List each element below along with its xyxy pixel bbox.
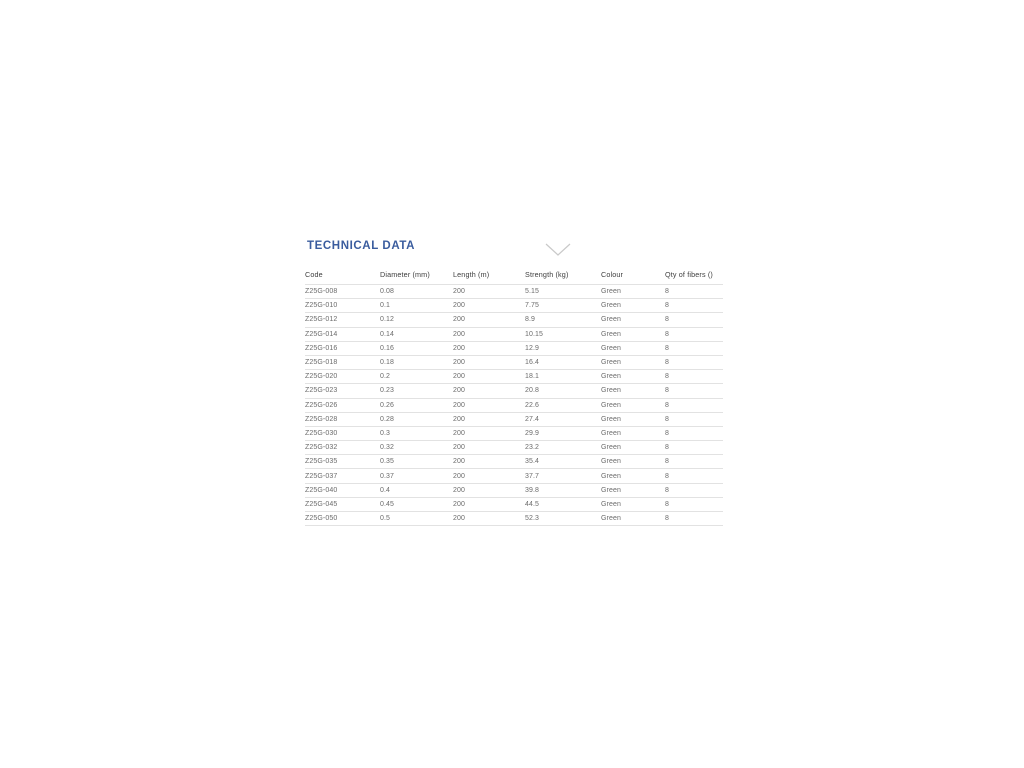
cell-length: 200 <box>453 285 525 299</box>
cell-qty: 8 <box>665 341 723 355</box>
cell-strength: 8.9 <box>525 313 601 327</box>
cell-qty: 8 <box>665 412 723 426</box>
cell-diameter: 0.5 <box>380 512 453 526</box>
cell-diameter: 0.37 <box>380 469 453 483</box>
cell-code: Z25G-016 <box>305 341 380 355</box>
table-body <box>305 285 723 526</box>
table-header-row <box>305 270 723 285</box>
cell-qty: 8 <box>665 441 723 455</box>
cell-code: Z25G-037 <box>305 469 380 483</box>
cell-strength: 37.7 <box>525 469 601 483</box>
cell-code: Z25G-020 <box>305 370 380 384</box>
cell-diameter: 0.35 <box>380 455 453 469</box>
cell-qty: 8 <box>665 455 723 469</box>
table-row <box>305 398 723 412</box>
cell-code: Z25G-030 <box>305 426 380 440</box>
cell-qty: 8 <box>665 313 723 327</box>
table-row <box>305 441 723 455</box>
cell-code: Z25G-012 <box>305 313 380 327</box>
cell-length: 200 <box>453 384 525 398</box>
cell-length: 200 <box>453 313 525 327</box>
cell-colour: Green <box>601 370 665 384</box>
cell-qty: 8 <box>665 512 723 526</box>
cell-diameter: 0.12 <box>380 313 453 327</box>
cell-qty: 8 <box>665 497 723 511</box>
column-header-qty: Qty of fibers () <box>665 270 713 279</box>
cell-strength: 10.15 <box>525 327 601 341</box>
cell-length: 200 <box>453 455 525 469</box>
cell-diameter: 0.1 <box>380 299 453 313</box>
table-row <box>305 412 723 426</box>
cell-length: 200 <box>453 299 525 313</box>
cell-length: 200 <box>453 483 525 497</box>
cell-colour: Green <box>601 299 665 313</box>
cell-strength: 44.5 <box>525 497 601 511</box>
cell-diameter: 0.32 <box>380 441 453 455</box>
cell-qty: 8 <box>665 384 723 398</box>
table-row <box>305 327 723 341</box>
table-row <box>305 341 723 355</box>
cell-strength: 7.75 <box>525 299 601 313</box>
cell-diameter: 0.14 <box>380 327 453 341</box>
cell-strength: 52.3 <box>525 512 601 526</box>
cell-diameter: 0.16 <box>380 341 453 355</box>
cell-code: Z25G-023 <box>305 384 380 398</box>
cell-code: Z25G-040 <box>305 483 380 497</box>
cell-qty: 8 <box>665 299 723 313</box>
cell-diameter: 0.28 <box>380 412 453 426</box>
cell-colour: Green <box>601 497 665 511</box>
column-header-diameter: Diameter (mm) <box>380 270 430 279</box>
page-title: TECHNICAL DATA <box>307 240 416 252</box>
cell-length: 200 <box>453 426 525 440</box>
table-row <box>305 497 723 511</box>
cell-colour: Green <box>601 313 665 327</box>
cell-length: 200 <box>453 412 525 426</box>
cell-strength: 20.8 <box>525 384 601 398</box>
cell-colour: Green <box>601 355 665 369</box>
table-row <box>305 469 723 483</box>
cell-code: Z25G-018 <box>305 355 380 369</box>
cell-colour: Green <box>601 441 665 455</box>
column-header-strength: Strength (kg) <box>525 270 569 279</box>
table-row <box>305 370 723 384</box>
cell-length: 200 <box>453 398 525 412</box>
technical-data-table <box>305 270 723 526</box>
cell-code: Z25G-028 <box>305 412 380 426</box>
cell-length: 200 <box>453 512 525 526</box>
table-row <box>305 355 723 369</box>
table-row <box>305 299 723 313</box>
cell-diameter: 0.18 <box>380 355 453 369</box>
cell-code: Z25G-032 <box>305 441 380 455</box>
cell-qty: 8 <box>665 355 723 369</box>
cell-qty: 8 <box>665 327 723 341</box>
cell-code: Z25G-010 <box>305 299 380 313</box>
column-header-colour: Colour <box>601 270 624 279</box>
table-row <box>305 384 723 398</box>
cell-qty: 8 <box>665 398 723 412</box>
cell-code: Z25G-035 <box>305 455 380 469</box>
cell-length: 200 <box>453 341 525 355</box>
cell-colour: Green <box>601 412 665 426</box>
cell-strength: 5.15 <box>525 285 601 299</box>
cell-strength: 27.4 <box>525 412 601 426</box>
cell-strength: 18.1 <box>525 370 601 384</box>
column-header-code: Code <box>305 270 323 279</box>
cell-diameter: 0.45 <box>380 497 453 511</box>
cell-qty: 8 <box>665 469 723 483</box>
table-row <box>305 426 723 440</box>
cell-qty: 8 <box>665 285 723 299</box>
cell-colour: Green <box>601 327 665 341</box>
technical-data-section <box>305 240 725 526</box>
cell-diameter: 0.08 <box>380 285 453 299</box>
cell-strength: 22.6 <box>525 398 601 412</box>
cell-colour: Green <box>601 285 665 299</box>
column-header-length: Length (m) <box>453 270 490 279</box>
cell-strength: 12.9 <box>525 341 601 355</box>
cell-strength: 35.4 <box>525 455 601 469</box>
cell-diameter: 0.2 <box>380 370 453 384</box>
cell-code: Z25G-014 <box>305 327 380 341</box>
cell-code: Z25G-045 <box>305 497 380 511</box>
cell-colour: Green <box>601 469 665 483</box>
cell-code: Z25G-026 <box>305 398 380 412</box>
cell-length: 200 <box>453 497 525 511</box>
table-row <box>305 455 723 469</box>
cell-colour: Green <box>601 398 665 412</box>
cell-colour: Green <box>601 483 665 497</box>
cell-length: 200 <box>453 370 525 384</box>
cell-diameter: 0.26 <box>380 398 453 412</box>
cell-colour: Green <box>601 384 665 398</box>
table-row <box>305 285 723 299</box>
cell-colour: Green <box>601 426 665 440</box>
cell-qty: 8 <box>665 370 723 384</box>
table-row <box>305 483 723 497</box>
cell-length: 200 <box>453 441 525 455</box>
cell-strength: 29.9 <box>525 426 601 440</box>
cell-diameter: 0.23 <box>380 384 453 398</box>
cell-qty: 8 <box>665 483 723 497</box>
cell-colour: Green <box>601 455 665 469</box>
cell-strength: 16.4 <box>525 355 601 369</box>
table-row <box>305 512 723 526</box>
cell-length: 200 <box>453 355 525 369</box>
cell-length: 200 <box>453 469 525 483</box>
cell-strength: 23.2 <box>525 441 601 455</box>
cell-length: 200 <box>453 327 525 341</box>
table-row <box>305 313 723 327</box>
cell-diameter: 0.3 <box>380 426 453 440</box>
cell-code: Z25G-050 <box>305 512 380 526</box>
cell-qty: 8 <box>665 426 723 440</box>
cell-diameter: 0.4 <box>380 483 453 497</box>
cell-colour: Green <box>601 512 665 526</box>
cell-colour: Green <box>601 341 665 355</box>
cell-code: Z25G-008 <box>305 285 380 299</box>
cell-strength: 39.8 <box>525 483 601 497</box>
